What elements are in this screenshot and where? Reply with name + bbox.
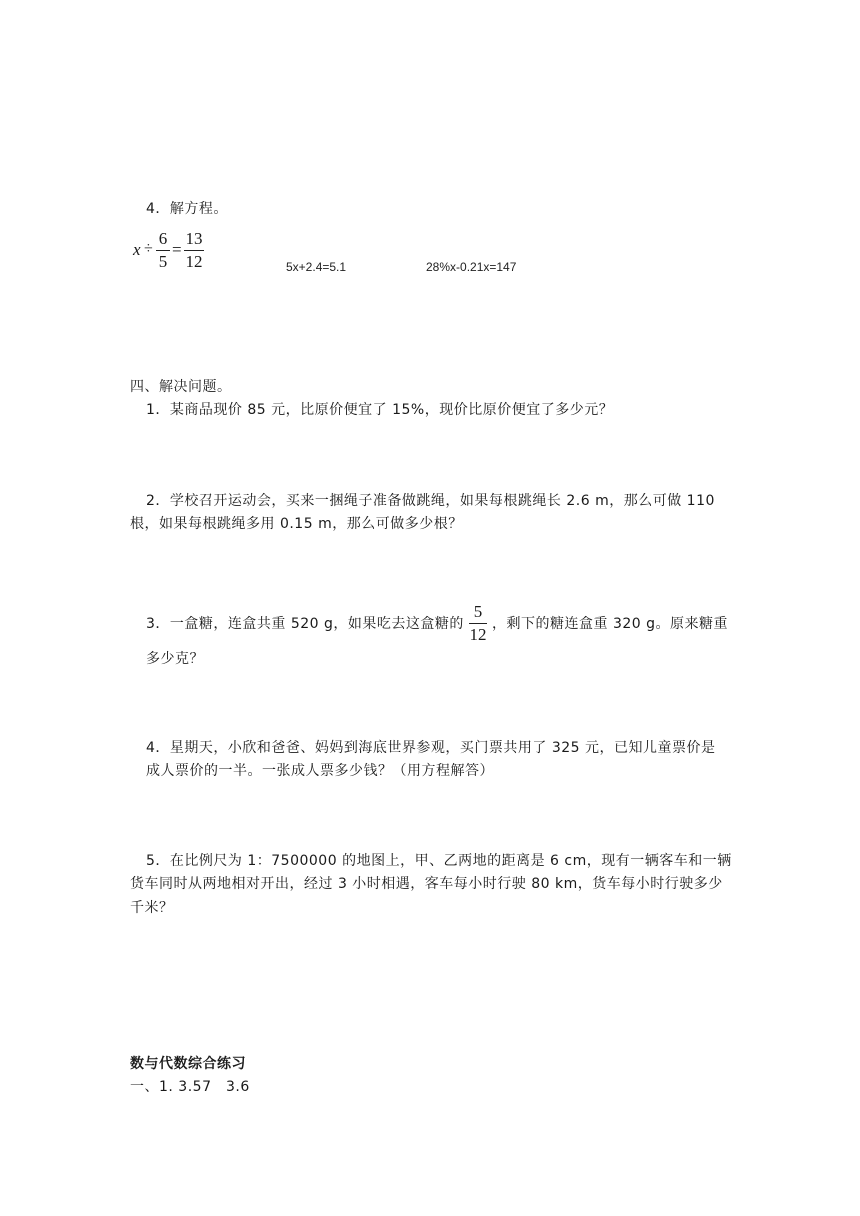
fraction-numerator: 13 <box>185 229 203 248</box>
fraction-bar <box>469 623 487 624</box>
problem-3-line-1-end: ，剩下的糖连盒重 320 g。原来糖重 <box>492 616 729 632</box>
equals-sign: = <box>172 240 182 259</box>
fraction-denominator: 12 <box>469 625 487 644</box>
fraction-denominator: 5 <box>158 252 168 271</box>
equation-2: 5x+2.4=5.1 <box>286 260 347 274</box>
problem-4-line-1: 4．星期天，小欣和爸爸、妈妈到海底世界参观，买门票共用了 325 元，已知儿童票价是 <box>146 740 716 756</box>
problem-5-line-2: 货车同时从两地相对开出，经过 3 小时相遇，客车每小时行驶 80 km，货车每小时行驶多少 <box>130 876 723 892</box>
problem-5-line-1: 5．在比例尺为 1：7500000 的地图上，甲、乙两地的距离是 6 cm，现有一辆客车和一辆 <box>146 853 732 869</box>
fraction-5-12 <box>469 602 487 645</box>
equation-variable: x <box>133 240 141 259</box>
equations-heading: 4．解方程。 <box>146 201 228 217</box>
division-sign: ÷ <box>144 240 153 257</box>
fraction-6-5 <box>156 229 170 272</box>
answers-title: 数与代数综合练习 <box>130 1056 246 1072</box>
answers-line-1: 一、1. 3.57 3.6 <box>130 1079 250 1095</box>
problem-2-line-2: 根，如果每根跳绳多用 0.15 m，那么可做多少根？ <box>130 516 463 532</box>
fraction-bar <box>156 250 170 251</box>
problem-3-line-1-start: 3．一盒糖，连盒共重 520 g，如果吃去这盒糖的 <box>146 616 464 632</box>
equation-3: 28%x-0.21x=147 <box>426 260 517 274</box>
fraction-numerator: 6 <box>158 229 168 248</box>
problem-3-line-2: 多少克？ <box>146 651 204 667</box>
fraction-bar <box>184 250 204 251</box>
fraction-13-12 <box>184 229 204 272</box>
problem-5-line-3: 千米？ <box>130 900 174 916</box>
problem-1: 1．某商品现价 85 元，比原价便宜了 15%，现价比原价便宜了多少元？ <box>146 402 614 418</box>
fraction-numerator: 5 <box>473 602 483 621</box>
fraction-denominator: 12 <box>185 252 203 271</box>
problem-2-line-1: 2．学校召开运动会，买来一捆绳子准备做跳绳，如果每根跳绳长 2.6 m，那么可做 110 <box>146 493 715 509</box>
problems-heading: 四、解决问题。 <box>130 379 232 395</box>
problem-4-line-2: 成人票价的一半。一张成人票多少钱？（用方程解答） <box>146 763 494 779</box>
